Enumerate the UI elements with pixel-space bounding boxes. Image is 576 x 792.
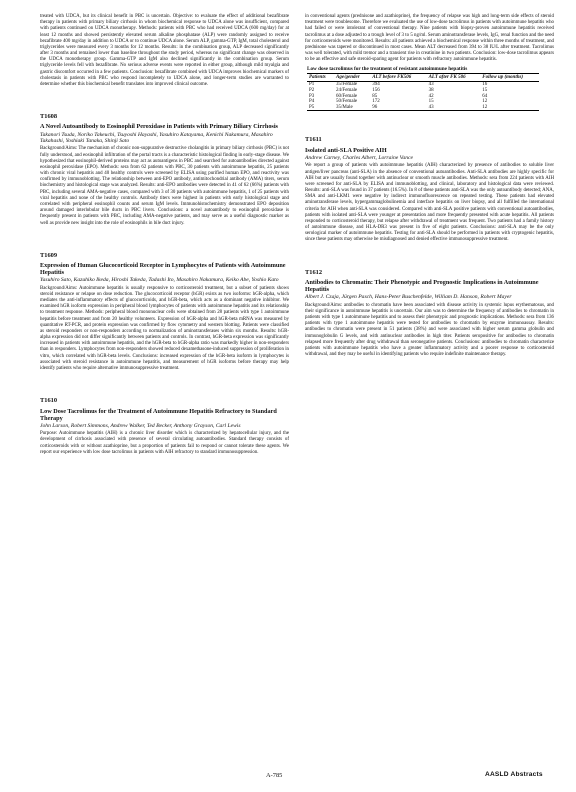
abstract-authors: John Larson, Robert Simmons, Andrew Walker, Ted Becker, Anthony Grayson, Carl Lewis xyxy=(40,422,241,429)
abstract-authors: Takanori Tsuda, Noriko Takeuchi, Tsuyoshi Hayashi, Yasuhiro Katayama, Kenichi Nakamura, Masahiro Takahashi, Yoshiaki Tanaka, Shinji Sato xyxy=(40,131,273,145)
abstract-number: T1611 xyxy=(305,136,322,144)
abstract-t1611 xyxy=(305,137,554,243)
abstract-body: Purpose: Autoimmune hepatitis (AIH) is a chronic liver disorder which is characterized by hepatocellular injury, and the development of cirrhosis associated with presence of several circulating autoantibodies. Standard therapy consists of corticosteroids with or without azathioprine, but a proportion of patients fail to respond or cannot tolerate these agents. We report our experience with low dose tacrolimus in patients with AIH refractory to standard immunosuppression. xyxy=(40,431,289,455)
table-cell: 38 xyxy=(428,87,434,93)
table-cell: 43 xyxy=(427,105,481,111)
table-caption: Low dose tacrolimus for the treatment of resistant autoimmune hepatitis xyxy=(307,66,468,73)
table-cell: 24/Female xyxy=(336,87,358,93)
column-header: Follow up (months) xyxy=(480,74,539,81)
page-number: A-785 xyxy=(266,772,283,779)
table-cell: 394 xyxy=(372,81,380,87)
table-cell: 172 xyxy=(372,99,380,105)
abstract-title: A Novel Autoantibody to Eosinophil Peroxidase in Patients with Primary Biliary Cirrhosis xyxy=(40,123,278,131)
table-cell: P5 xyxy=(307,105,334,111)
abstract-body: Background/Aims: The mechanism of chronic non-suppurative destructive cholangitis in primary biliary cirrhosis (PBC) is not fully understood, and eosinophil infiltration of the portal tracts is a characteristic histological finding in early-stage disease. We hypothesized that eosinophil-derived proteins may act as autoantigens in PBC and searched for autoantibodies directed against eosinophil peroxidase (EPO). Methods: sera from 62 patients with PBC, 30 patients with autoimmune hepatitis, 25 patients with chronic viral hepatitis and 40 healthy controls were screened by ELISA using purified human EPO, and reactivity was confirmed by immunoblotting. The relationship between anti-EPO antibody, antimitochondrial antibody (AMA) titers, serum biochemistry and histological stage was analyzed. Results: anti-EPO antibodies were detected in 41 of 62 (66%) patients with PBC, including several AMA-negative cases, compared with 3 of 30 patients with autoimmune hepatitis, 1 of 25 patients with viral hepatitis and none of the healthy controls. Antibody titers were highest in patients with early histological stage and correlated with peripheral eosinophil counts and serum IgM levels. Immunohistochemistry demonstrated EPO deposition around damaged interlobular bile ducts in PBC livers. Conclusions: a novel autoantibody to eosinophil peroxidase is frequently present in patients with PBC, including AMA-negative patients, and may serve as a useful diagnostic marker as well as provide new insight into the role of eosinophils in bile duct injury. xyxy=(40,146,289,226)
abstract-body: We report a group of patients with autoimmune hepatitis (AIH) characterized by presence of antibodies to soluble liver antigen/liver pancreas (anti-SLA) in the absence of conventional autoantibodies. Anti-SLA antibodies are highly specific for AIH but are usually found together with antinuclear or smooth muscle antibodies. Methods: sera from 224 patients with AIH were screened for anti-SLA by ELISA and immunoblotting, and clinical, laboratory and histological data were reviewed. Results: anti-SLA was found in 37 patients (16.5%). In 8 of these patients anti-SLA was the only autoantibody detected; ANA, SMA and anti-LKM1 were negative by indirect immunofluorescence on repeated testing. These patients had elevated aminotransferase levels, hypergammaglobulinemia and interface hepatitis on liver biopsy, and all fulfilled the international criteria for AIH when anti-SLA was considered. Compared with anti-SLA positive patients with conventional autoantibodies, patients with isolated anti-SLA were younger at presentation and more frequently presented with acute hepatitis. All patients responded to corticosteroid therapy, but relapse after withdrawal of treatment was frequent. Two patients had a family history of autoimmune disease, and HLA-DR3 was present in five of eight patients. Conclusions: anti-SLA may be the only serological marker of autoimmune hepatitis. Testing for anti-SLA should be performed in patients with cryptogenic hepatitis, since these patients may otherwise be misdiagnosed and denied effective immunosuppressive treatment. xyxy=(305,163,554,243)
table-cell: 85 xyxy=(372,93,378,99)
table-cell: 50/Female xyxy=(336,99,358,105)
abstract-title: Expression of Human Glucocorticoid Receptor in Lymphocytes of Patients with Autoimmune Hepatitis xyxy=(40,262,286,277)
column-header: Age/gender xyxy=(334,74,370,81)
abstract-title: Antibodies to Chromatin: Their Phenotypic and Prognostic Implications in Autoimmune Hepatitis xyxy=(305,279,539,294)
abstract-authors: Andrew Carney, Charles Albert, Lorraine Vance xyxy=(305,155,413,161)
abstract-title: Low Dose Tacrolimus for the Treatment of Autoimmune Hepatitis Refractory to Standard Therapy xyxy=(40,407,277,422)
table-cell: 96 xyxy=(370,105,426,111)
table-cell: 64 xyxy=(482,93,488,99)
table-cell: 12 xyxy=(480,105,539,111)
table-cell: 156 xyxy=(372,87,380,93)
table-header-row xyxy=(307,74,539,81)
tacrolimus-results-table xyxy=(307,66,539,111)
abstract-t1610 xyxy=(40,398,289,456)
table-cell: 42 xyxy=(428,93,434,99)
abstract-authors: Albert J. Czaja, Jürgen Pasch, Hans-Peter Buschenfelde, William D. Hanson, Robert Mayer xyxy=(305,294,512,301)
abstract-t1609 xyxy=(40,253,289,372)
table-cell: P1 xyxy=(309,81,315,87)
abstract-authors: Yasuhiro Sato, Kazuhiko Ikeda, Hiroshi Takeda, Tadashi Ito, Masahiro Nakamura, Keiko Abe, Yoshio Kato xyxy=(40,277,279,284)
table-cell: 15 xyxy=(428,99,434,105)
journal-section-title: AASLD Abstracts xyxy=(485,771,543,778)
left-column xyxy=(40,14,289,456)
table-cell: 35/Male xyxy=(334,105,370,111)
table-cell: P3 xyxy=(309,93,315,99)
abstract-title: Isolated anti-SLA Positive AIH xyxy=(305,146,387,154)
table-cell: 43 xyxy=(428,81,434,87)
table-cell: 12 xyxy=(482,99,488,105)
column-header: ALT after FK 506 xyxy=(427,74,481,81)
table-row xyxy=(307,105,539,111)
table-cell: 16 xyxy=(482,81,488,87)
continued-abstract-text: in conventional agents (prednisone and azathioprine), the frequency of relapse was high and long-term side effects of steroid treatment were troublesome. Therefore we evaluated the use of low-dose tacrolimus in patients with autoimmune hepatitis who had failed or were intolerant of conventional therapy. Nine patients with biopsy-proven autoimmune hepatitis received tacrolimus at a dose adjusted to a trough level of 3 to 5 ng/ml. Serum aminotransferase levels, IgG, renal function and the need for corticosteroids were monitored. Results: all patients achieved a biochemical response within three months of treatment, and prednisone was tapered or discontinued in most cases. Mean ALT decreased from 394 to 38 IU/L after treatment. Tacrolimus was well tolerated, with mild tremor and a transient rise in creatinine in two patients. Conclusion: low-dose tacrolimus appears to be an effective and safe steroid-sparing agent for patients with refractory autoimmune hepatitis. xyxy=(305,14,554,63)
table-cell: P4 xyxy=(309,99,315,105)
right-column xyxy=(305,14,554,358)
abstract-number: T1609 xyxy=(40,251,58,259)
abstract-body: Background/Aims: Autoimmune hepatitis is usually responsive to corticosteroid treatment, but a subset of patients shows steroid resistance or relapse on dose reduction. The glucocorticoid receptor (hGR) exists as two isoforms: hGR-alpha, which mediates the anti-inflammatory effects of glucocorticoids, and hGR-beta, which acts as a dominant negative inhibitor. We examined hGR isoform expression in peripheral blood lymphocytes of patients with autoimmune hepatitis and its relationship to treatment response. Methods: peripheral blood mononuclear cells were obtained from 28 patients with type 1 autoimmune hepatitis before treatment and from 20 healthy volunteers. Expression of hGR-alpha and hGR-beta mRNA was measured by quantitative RT-PCR, and protein expression was confirmed by flow cytometry and western blotting. Patients were classified as steroid responders or non-responders according to normalization of aminotransferases within six months. Results: hGR-alpha expression did not differ significantly between patients and controls. In contrast, hGR-beta expression was significantly increased in patients with autoimmune hepatitis, and the hGR-beta to hGR-alpha ratio was markedly higher in non-responders than in responders. Lymphocytes from non-responders showed reduced dexamethasone-induced suppression of proliferation in vitro, which correlated with hGR-beta levels. Conclusions: increased expression of the hGR-beta isoform in lymphocytes is associated with steroid resistance in autoimmune hepatitis, and measurement of hGR isoforms before therapy may help identify patients who require alternative immunosuppressive treatment. xyxy=(40,285,289,371)
table-cell: 35/Female xyxy=(336,81,358,87)
abstract-number: T1612 xyxy=(305,268,323,276)
table-cell: 15 xyxy=(482,87,488,93)
column-header: ALT before FK506 xyxy=(370,74,426,81)
abstract-body: Background/Aims: antibodies to chromatin have been associated with disease activity in systemic lupus erythematosus, and their significance in autoimmune hepatitis is uncertain. Our aim was to determine the frequency of antibodies to chromatin in patients with type 1 autoimmune hepatitis and to assess their phenotypic and prognostic implications. Methods: sera from 136 patients with type 1 autoimmune hepatitis were tested for antibodies to chromatin by enzyme immunoassay. Results: antibodies to chromatin were present in 51 patients (38%) and were associated with higher serum gamma globulin and immunoglobulin G levels, and with antinuclear antibodies in high titer. Patients seropositive for antibodies to chromatin relapsed more frequently after drug withdrawal than seronegative patients. Conclusions: antibodies to chromatin characterize patients with autoimmune hepatitis who have a greater inflammatory activity and a poorer response to corticosteroid withdrawal, and they may be useful in identifying patients who require indefinite maintenance therapy. xyxy=(305,302,554,358)
continued-abstract-text: treated with UDCA, but its clinical benefit in PBC is uncertain. Objective: to evaluate the effect of additional bezafibrate therapy in patients with primary biliary cirrhosis in whom biochemical response to UDCA alone was insufficient, compared with patients continued on UDCA monotherapy. Methods: patients with PBC who had received UDCA (600 mg/day) for at least 12 months and showed persistently elevated serum alkaline phosphatase (ALP) were randomly assigned to receive bezafibrate 400 mg/day in addition to UDCA or to continue UDCA alone. Serum ALP, gamma-GTP, IgM, total cholesterol and triglycerides were measured every 3 months for 12 months. Results: in the combination group, ALP decreased significantly after 3 months and remained lower than baseline throughout the study period, whereas no significant change was observed in the UDCA monotherapy group. Gamma-GTP and IgM also declined significantly in the combination group. Serum triglyceride levels fell with bezafibrate. No serious adverse events were reported in either group, although mild myalgia and gastric discomfort occurred in a few patients. Conclusion: bezafibrate combined with UDCA improves biochemical markers of cholestasis in patients with PBC who respond incompletely to UDCA alone, and longer-term studies are warranted to determine whether this biochemical benefit translates into improved clinical outcome. xyxy=(40,14,289,87)
column-header: Patients xyxy=(307,74,334,81)
abstract-t1608 xyxy=(40,114,289,227)
abstract-number: T1610 xyxy=(40,397,58,405)
table-cell: P2 xyxy=(309,87,315,93)
table-cell: 60/Female xyxy=(336,93,358,99)
abstract-number: T1608 xyxy=(40,113,58,121)
abstract-t1612 xyxy=(305,270,554,359)
